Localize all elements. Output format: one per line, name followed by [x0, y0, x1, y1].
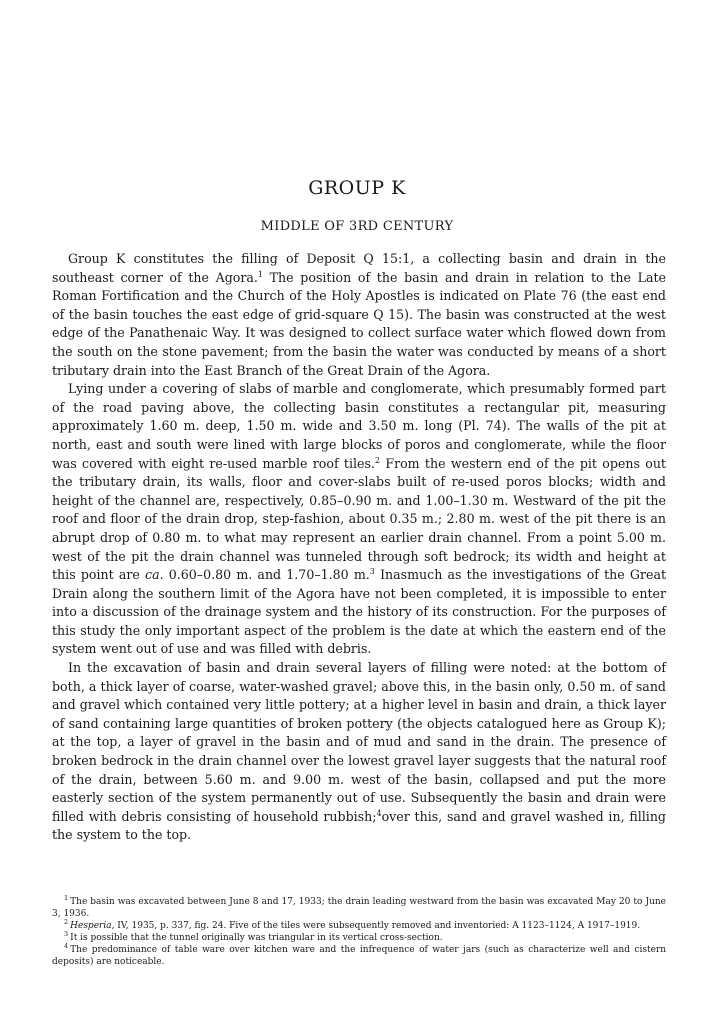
footnote-1: $^1$ The basin was excavated between June 8 and 17, 1933; the drain leading westward from the basin was excavated May 20 to June 3, 1936.	[52, 894, 666, 919]
footnotes	[52, 896, 666, 968]
footnote-3: $^3$ It is possible that the tunnel originally was triangular in its vertical cross-section.	[64, 930, 443, 943]
page-subtitle: MIDDLE OF 3RD CENTURY	[260, 219, 454, 234]
footnote-ref-4[interactable]: 4	[376, 808, 382, 818]
paragraph-1: Group K constitutes the filling of Deposit Q 15:1, a collecting basin and drain in the southeast corner of the Agora.$^1$ The position of the basin and drain in relation to the Late Roman Fortification and the Church of the Holy Apostles is indicated on Plate 76 (the east end of the basin touches the east edge of grid-square Q 15). The basin was constructed at the west edge of the Panathenaic Way. It was designed to collect surface water which flowed down from the south on the stone pavement; from the basin the water was conducted by means of a short tributary drain into the East Branch of the Great Drain of the Agora.	[52, 251, 666, 378]
footnote-2: $^2$ Hesperia, IV, 1935, p. 337, fig. 24. Five of the tiles were subsequently removed and inventoried: A 1123–1124, A 1917–1919.	[64, 918, 641, 931]
footnote-ref-1[interactable]: 1	[257, 269, 263, 279]
paragraph-2: Lying under a covering of slabs of marble and conglomerate, which presumably formed part of the road paving above, the collecting basin constitutes a rectangular pit, measuring approximately 1.60 m. deep, 1.50 m. wide and 3.50 m. long (Pl. 74). The walls of the pit at north, east and south were lined with large blocks of poros and conglomerate, while the floor was covered with eight re-used marble roof tiles.$^2$ From the western end of the pit opens out the tributary drain, its walls, floor and cover-slabs built of re-used poros blocks; width and height of the channel are, respectively, 0.85–0.90 m. and 1.00–1.30 m. Westward of the pit the roof and floor of the drain drop, step-fashion, about 0.35 m.; 2.80 m. west of the pit there is an abrupt drop of 0.80 m. to what may represent an earlier drain channel. From a point 5.00 m. west of the pit the drain channel was tunneled through soft bedrock; its width and height at this point are ca. 0.60–0.80 m. and 1.70–1.80 m.$^3$ Inasmuch as the investigations of the Great Drain along the southern limit of the Agora have not been completed, it is impossible to enter into a discussion of the drainage system and the history of its construction. For the purposes of this study the only important aspect of the problem is the date at which the eastern end of the system went out of use and was filled with debris.	[52, 381, 667, 657]
body-text	[52, 250, 666, 845]
footnote-4: $^4$ The predominance of table ware over kitchen ware and the infrequence of water jars (such as characterize well and cistern deposits) are noticeable.	[52, 942, 666, 967]
footnote-ref-2[interactable]: 2	[374, 455, 381, 465]
page-title: GROUP K	[308, 177, 406, 199]
footnote-ref-3[interactable]: 3	[369, 566, 375, 576]
paragraph-3: In the excavation of basin and drain several layers of filling were noted: at the bottom of both, a thick layer of coarse, water-washed gravel; above this, in the basin only, 0.50 m. of sand and gravel which contained very little pottery; at a higher level in basin and drain, a thick layer of sand containing large quantities of broken pottery (the objects catalogued here as Group K); at the top, a layer of gravel in the basin and of mud and sand in the drain. The presence of broken bedrock in the drain channel over the lowest gravel layer suggests that the natural roof of the drain, between 5.60 m. and 9.00 m. west of the basin, collapsed and put the more easterly section of the system permanently out of use. Subsequently the basin and drain were filled with debris consisting of household rubbish;$^4$over this, sand and gravel washed in, filling the system to the top.	[52, 660, 666, 843]
